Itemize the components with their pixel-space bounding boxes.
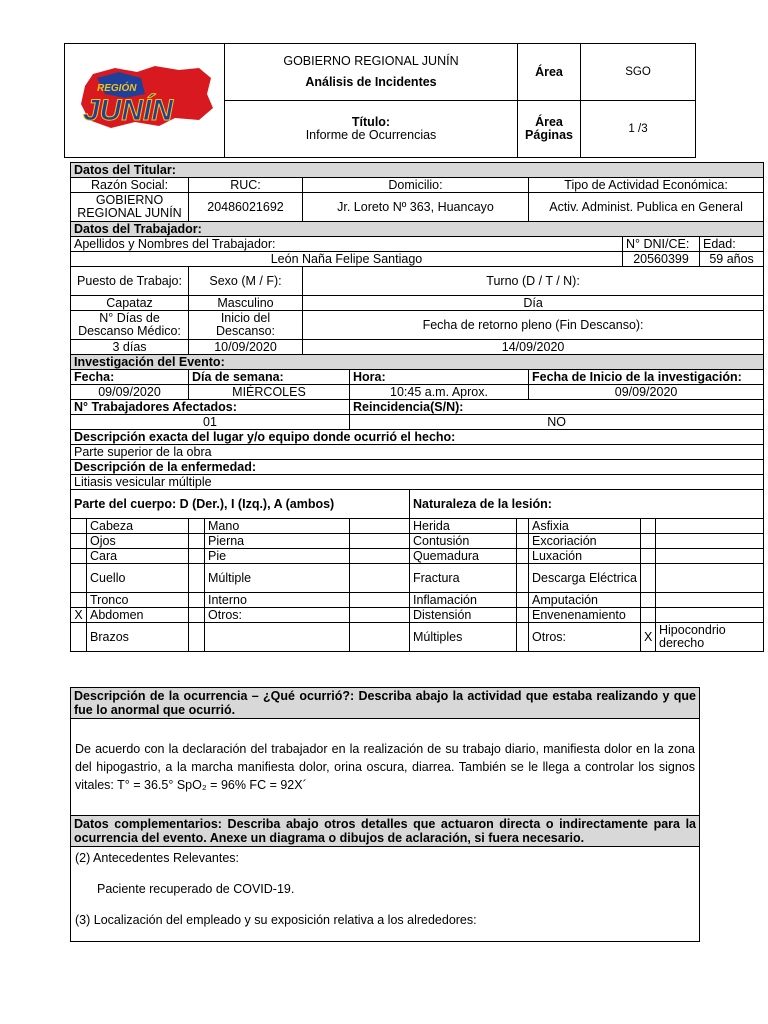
label-puesto: Puesto de Trabajo: [71, 267, 189, 296]
pages-label-area: Área [535, 115, 563, 129]
label-inicio-investigacion: Fecha de Inicio de la investigación: [529, 370, 764, 385]
label-nombre: Apellidos y Nombres del Trabajador: [71, 237, 623, 252]
lesion-grid [71, 519, 764, 652]
lesion-row [71, 564, 764, 593]
lesion-type: Descarga Eléctrica [529, 564, 641, 593]
lesion-type: Múltiples [410, 623, 517, 652]
lesion-mark [517, 549, 529, 564]
body-mark [189, 623, 205, 652]
lesion-mark [641, 564, 656, 593]
title-label: Título: [351, 115, 391, 129]
body-mark [350, 608, 410, 623]
body-mark: X [71, 608, 87, 623]
body-mark [71, 623, 87, 652]
label-sexo: Sexo (M / F): [189, 267, 303, 296]
body-mark [350, 549, 410, 564]
pages-label-pages: Páginas [525, 128, 573, 142]
lesion-row [71, 623, 764, 652]
value-turno: Día [303, 296, 764, 311]
value-puesto: Capataz [71, 296, 189, 311]
section-evento: Investigación del Evento: [71, 355, 764, 370]
body-mark [71, 549, 87, 564]
body-mark [350, 534, 410, 549]
body-mark [189, 608, 205, 623]
lesion-mark [641, 608, 656, 623]
lesion-other-detail [656, 549, 764, 564]
body-mark [189, 549, 205, 564]
label-inicio-descanso: Inicio del Descanso: [189, 311, 303, 340]
lesion-type: Otros: [529, 623, 641, 652]
body-mark [350, 623, 410, 652]
lesion-mark: X [641, 623, 656, 652]
body-part: Ojos [87, 534, 189, 549]
body-mark [71, 564, 87, 593]
lesion-type: Herida [410, 519, 517, 534]
value-inicio-investigacion: 09/09/2020 [529, 385, 764, 400]
value-dni: 20560399 [623, 252, 700, 267]
body-mark [71, 519, 87, 534]
body-mark [189, 593, 205, 608]
item-antecedentes-detail: Paciente recuperado de COVID-19. [97, 882, 295, 896]
lesion-type: Fractura [410, 564, 517, 593]
body-part: Cuello [87, 564, 189, 593]
lesion-other-detail [656, 608, 764, 623]
label-enfermedad: Descripción de la enfermedad: [71, 460, 764, 475]
value-ruc: 20486021692 [189, 193, 303, 222]
area-label: Área [518, 44, 581, 101]
value-hora: 10:45 a.m. Aprox. [350, 385, 529, 400]
body-mark [71, 534, 87, 549]
body-mark [350, 519, 410, 534]
body-part: Pierna [205, 534, 350, 549]
label-edad: Edad: [700, 237, 764, 252]
area-value: SGO [581, 44, 696, 101]
label-naturaleza-lesion: Naturaleza de la lesión: [410, 490, 764, 519]
label-actividad: Tipo de Actividad Económica: [529, 178, 764, 193]
lesion-mark [517, 564, 529, 593]
title-cell [225, 101, 518, 158]
body-part: Cabeza [87, 519, 189, 534]
label-hora: Hora: [350, 370, 529, 385]
body-part: Múltiple [205, 564, 350, 593]
body-mark [189, 564, 205, 593]
pages-label-cell [518, 101, 581, 158]
value-dias-descanso: 3 días [71, 340, 189, 355]
lesion-type: Excoriación [529, 534, 641, 549]
lesion-mark [641, 593, 656, 608]
label-lugar: Descripción exacta del lugar y/o equipo donde ocurrió el hecho: [71, 430, 764, 445]
label-domicilio: Domicilio: [303, 178, 529, 193]
label-fecha-retorno: Fecha de retorno pleno (Fin Descanso): [303, 311, 764, 340]
lesion-other-detail [656, 534, 764, 549]
body-part: Pie [205, 549, 350, 564]
lesion-type: Envenenamiento [529, 608, 641, 623]
value-lugar: Parte superior de la obra [71, 445, 764, 460]
lesion-other-detail [656, 519, 764, 534]
region-junin-logo [75, 64, 215, 134]
lesion-row [71, 549, 764, 564]
lesion-type: Contusión [410, 534, 517, 549]
body-part: Otros: [205, 608, 350, 623]
label-reincidencia: Reincidencia(S/N): [350, 400, 764, 415]
logo-junin-text: JUNÍN [82, 94, 173, 127]
body-part: Interno [205, 593, 350, 608]
label-parte-cuerpo: Parte del cuerpo: D (Der.), I (Izq.), A (ambos) [71, 490, 410, 519]
lesion-other-detail: Hipocondrio derecho [656, 623, 764, 652]
incident-form-table [70, 162, 764, 652]
value-dia-semana: MIÉRCOLES [189, 385, 350, 400]
body-part: Abdomen [87, 608, 189, 623]
lesion-other-detail [656, 593, 764, 608]
body-part: Cara [87, 549, 189, 564]
value-razon-social: GOBIERNO REGIONAL JUNÍN [71, 193, 189, 222]
value-fecha-retorno: 14/09/2020 [303, 340, 764, 355]
value-actividad: Activ. Administ. Publica en General [529, 193, 764, 222]
complementarios-content [71, 847, 700, 942]
lesion-type: Quemadura [410, 549, 517, 564]
org-cell [225, 44, 518, 101]
value-reincidencia: NO [350, 415, 764, 430]
label-razon-social: Razón Social: [71, 178, 189, 193]
section-trabajador: Datos del Trabajador: [71, 222, 764, 237]
label-dias-descanso: N° Días de Descanso Médico: [71, 311, 189, 340]
body-mark [350, 593, 410, 608]
body-mark [350, 564, 410, 593]
value-fecha: 09/09/2020 [71, 385, 189, 400]
value-domicilio: Jr. Loreto Nº 363, Huancayo [303, 193, 529, 222]
lesion-row [71, 608, 764, 623]
item-localizacion: (3) Localización del empleado y su exposición relativa a los alrededores: [75, 913, 477, 927]
value-descripcion-ocurrencia: De acuerdo con la declaración del trabajador en la realización de su trabajo diario, manifiesta dolor en la zona del hipogastrio, a la marcha manifiesta dolor, orina oscura, diarrea. También se le llega a controlar los signos vitales: T° = 36.5° SpO₂ = 96% FC = 92X´ [71, 719, 700, 816]
lesion-row [71, 534, 764, 549]
lesion-mark [641, 519, 656, 534]
label-descripcion-ocurrencia: Descripción de la ocurrencia – ¿Qué ocurrió?: Describa abajo la actividad que estaba realizando y que fue lo anormal que ocurrió. [71, 688, 700, 719]
body-mark [189, 534, 205, 549]
lesion-type: Luxación [529, 549, 641, 564]
value-enfermedad: Litiasis vesicular múltiple [71, 475, 764, 490]
label-turno: Turno (D / T / N): [303, 267, 764, 296]
lesion-type: Amputación [529, 593, 641, 608]
body-part: Mano [205, 519, 350, 534]
lesion-mark [517, 593, 529, 608]
header-table [64, 43, 696, 158]
lesion-mark [517, 519, 529, 534]
value-edad: 59 años [700, 252, 764, 267]
body-part: Tronco [87, 593, 189, 608]
lesion-mark [517, 534, 529, 549]
label-ruc: RUC: [189, 178, 303, 193]
value-inicio-descanso: 10/09/2020 [189, 340, 303, 355]
lesion-row [71, 593, 764, 608]
logo-region-text: REGIÓN [96, 83, 136, 94]
label-trabajadores-afectados: N° Trabajadores Afectados: [71, 400, 350, 415]
value-sexo: Masculino [189, 296, 303, 311]
label-fecha: Fecha: [71, 370, 189, 385]
section-titular: Datos del Titular: [71, 163, 764, 178]
ocurrencia-table [70, 687, 700, 942]
lesion-mark [517, 623, 529, 652]
body-mark [71, 593, 87, 608]
lesion-mark [641, 534, 656, 549]
doc-type: Análisis de Incidentes [305, 75, 437, 89]
body-part [205, 623, 350, 652]
lesion-type: Asfixia [529, 519, 641, 534]
lesion-mark [641, 549, 656, 564]
value-trabajadores-afectados: 01 [71, 415, 350, 430]
logo-cell [65, 44, 225, 158]
body-mark [189, 519, 205, 534]
body-part: Brazos [87, 623, 189, 652]
lesion-row [71, 519, 764, 534]
org-name: GOBIERNO REGIONAL JUNÍN [283, 54, 459, 68]
item-antecedentes: (2) Antecedentes Relevantes: [75, 851, 239, 865]
label-datos-complementarios: Datos complementarios: Describa abajo otros detalles que actuaron directa o indirectamente para la ocurrencia del evento. Anexe un diagrama o dibujos de aclaración, si fuera necesario. [71, 816, 700, 847]
lesion-mark [517, 608, 529, 623]
label-dni: N° DNI/CE: [623, 237, 700, 252]
lesion-other-detail [656, 564, 764, 593]
value-nombre: León Naña Felipe Santiago [71, 252, 623, 267]
title-value: Informe de Ocurrencias [305, 128, 437, 142]
pages-value: 1 /3 [581, 101, 696, 158]
lesion-type: Inflamación [410, 593, 517, 608]
lesion-type: Distensión [410, 608, 517, 623]
label-dia-semana: Día de semana: [189, 370, 350, 385]
